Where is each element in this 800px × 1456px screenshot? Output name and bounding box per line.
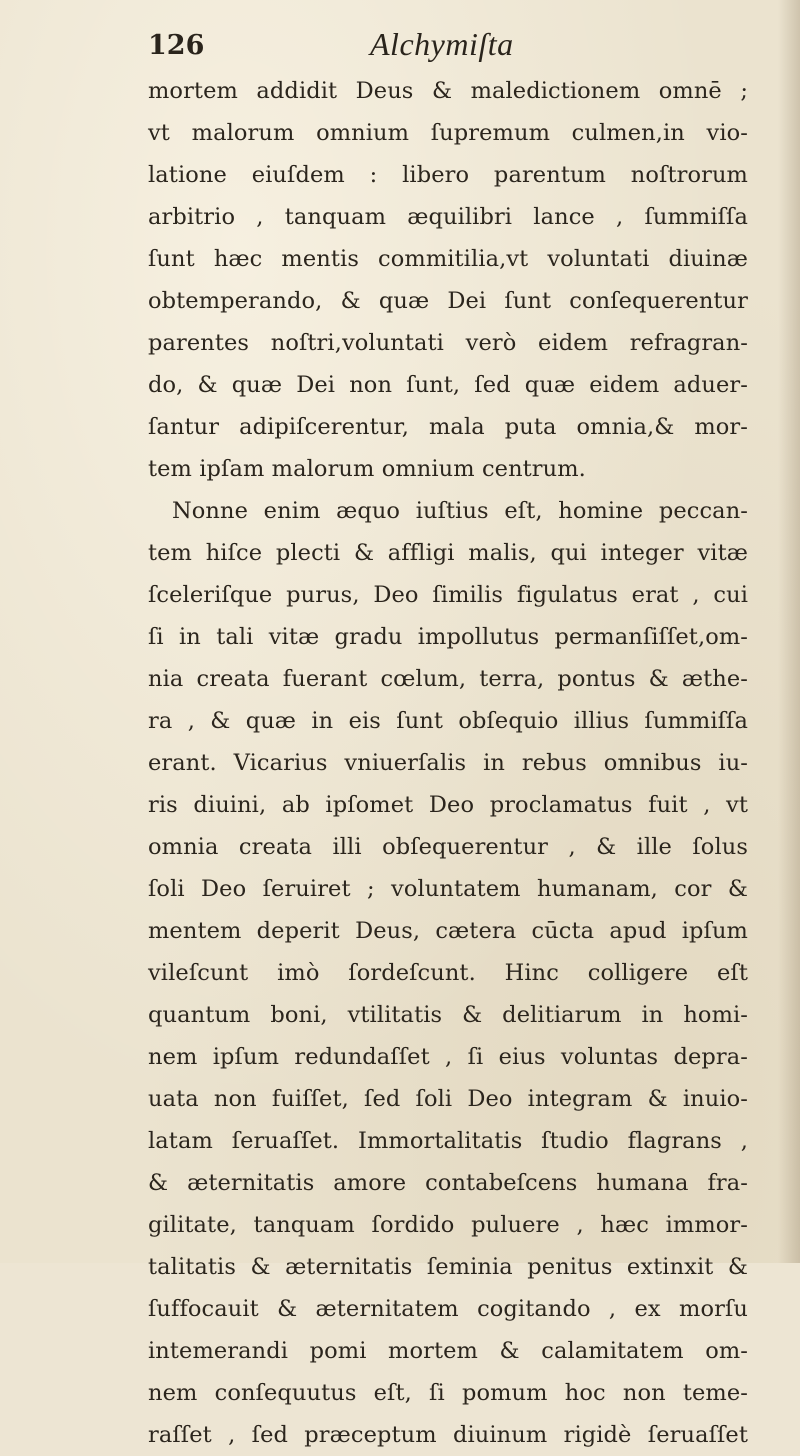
running-head: Alchymiſta [370,26,514,62]
page-header [148,26,708,66]
text-line: ſuffocauit & æternitatem cogitando , ex morſu [148,1296,748,1322]
text-line: ris diuini, ab ipſomet Deo proclamatus fuit , vt [148,792,748,818]
text-line: ra , & quæ in eis ſunt obſequio illius ſummiſſa [148,708,748,734]
text-line: gilitate, tanquam ſordido puluere , hæc immor- [148,1212,748,1238]
text-line: nia creata fuerant cœlum, terra, pontus & æthe- [148,666,748,692]
text-line: tem ipſam malorum omnium centrum. [148,456,586,482]
text-line: mentem deperit Deus, cætera cūcta apud ipſum [148,918,748,944]
text-line: tem hiſce plecti & affligi malis, qui integer vitæ [148,540,748,566]
body-text [148,70,748,1456]
text-line: nem ipſum redundaſſet , ſi eius voluntas depra- [148,1044,748,1070]
text-line: ſantur adipiſcerentur, mala puta omnia,& mor- [148,414,748,440]
text-line: ſunt hæc mentis commitilia,vt voluntati diuinæ [148,246,748,272]
text-line: ſceleriſque purus, Deo ſimilis figulatus erat , cui [148,582,748,608]
text-line: raſſet , ſed præceptum diuinum rigidè ſeruaſſet [148,1422,748,1448]
page-gutter-shadow [778,0,800,1263]
text-line: obtemperando, & quæ Dei ſunt conſequerentur [148,288,748,314]
text-line: do, & quæ Dei non ſunt, ſed quæ eidem aduer- [148,372,748,398]
text-line: mortem addidit Deus & maledictionem omnē ; [148,78,748,104]
text-line: parentes noſtri,voluntati verò eidem refragran- [148,330,748,356]
text-line: vileſcunt imò ſordeſcunt. Hinc colligere eſt [148,960,748,986]
text-line: erant. Vicarius vniuerſalis in rebus omnibus iu- [148,750,748,776]
text-line: intemerandi pomi mortem & calamitatem om- [148,1338,748,1364]
text-line: latione eiuſdem : libero parentum noſtrorum [148,162,748,188]
text-line: talitatis & æternitatis ſeminia penitus extinxit & [148,1254,748,1280]
page-number: 126 [148,30,205,61]
text-line: & æternitatis amore contabeſcens humana fra- [148,1170,748,1196]
text-line: uata non fuiſſet, ſed ſoli Deo integram & inuio- [148,1086,748,1112]
text-line: latam ſeruaſſet. Immortalitatis ſtudio flagrans , [148,1128,748,1154]
text-line: arbitrio , tanquam æquilibri lance , ſummiſſa [148,204,748,230]
text-line: vt malorum omnium ſupremum culmen,in vio- [148,120,748,146]
text-line: quantum boni, vtilitatis & delitiarum in homi- [148,1002,748,1028]
text-line: Nonne enim æquo iuſtius eſt, homine peccan- [172,498,748,524]
text-line: omnia creata illi obſequerentur , & ille ſolus [148,834,748,860]
text-line: nem conſequutus eſt, ſi pomum hoc non teme- [148,1380,748,1406]
text-line: ſoli Deo ſeruiret ; voluntatem humanam, cor & [148,876,748,902]
text-line: ſi in tali vitæ gradu impollutus permanſiſſet,om- [148,624,748,650]
